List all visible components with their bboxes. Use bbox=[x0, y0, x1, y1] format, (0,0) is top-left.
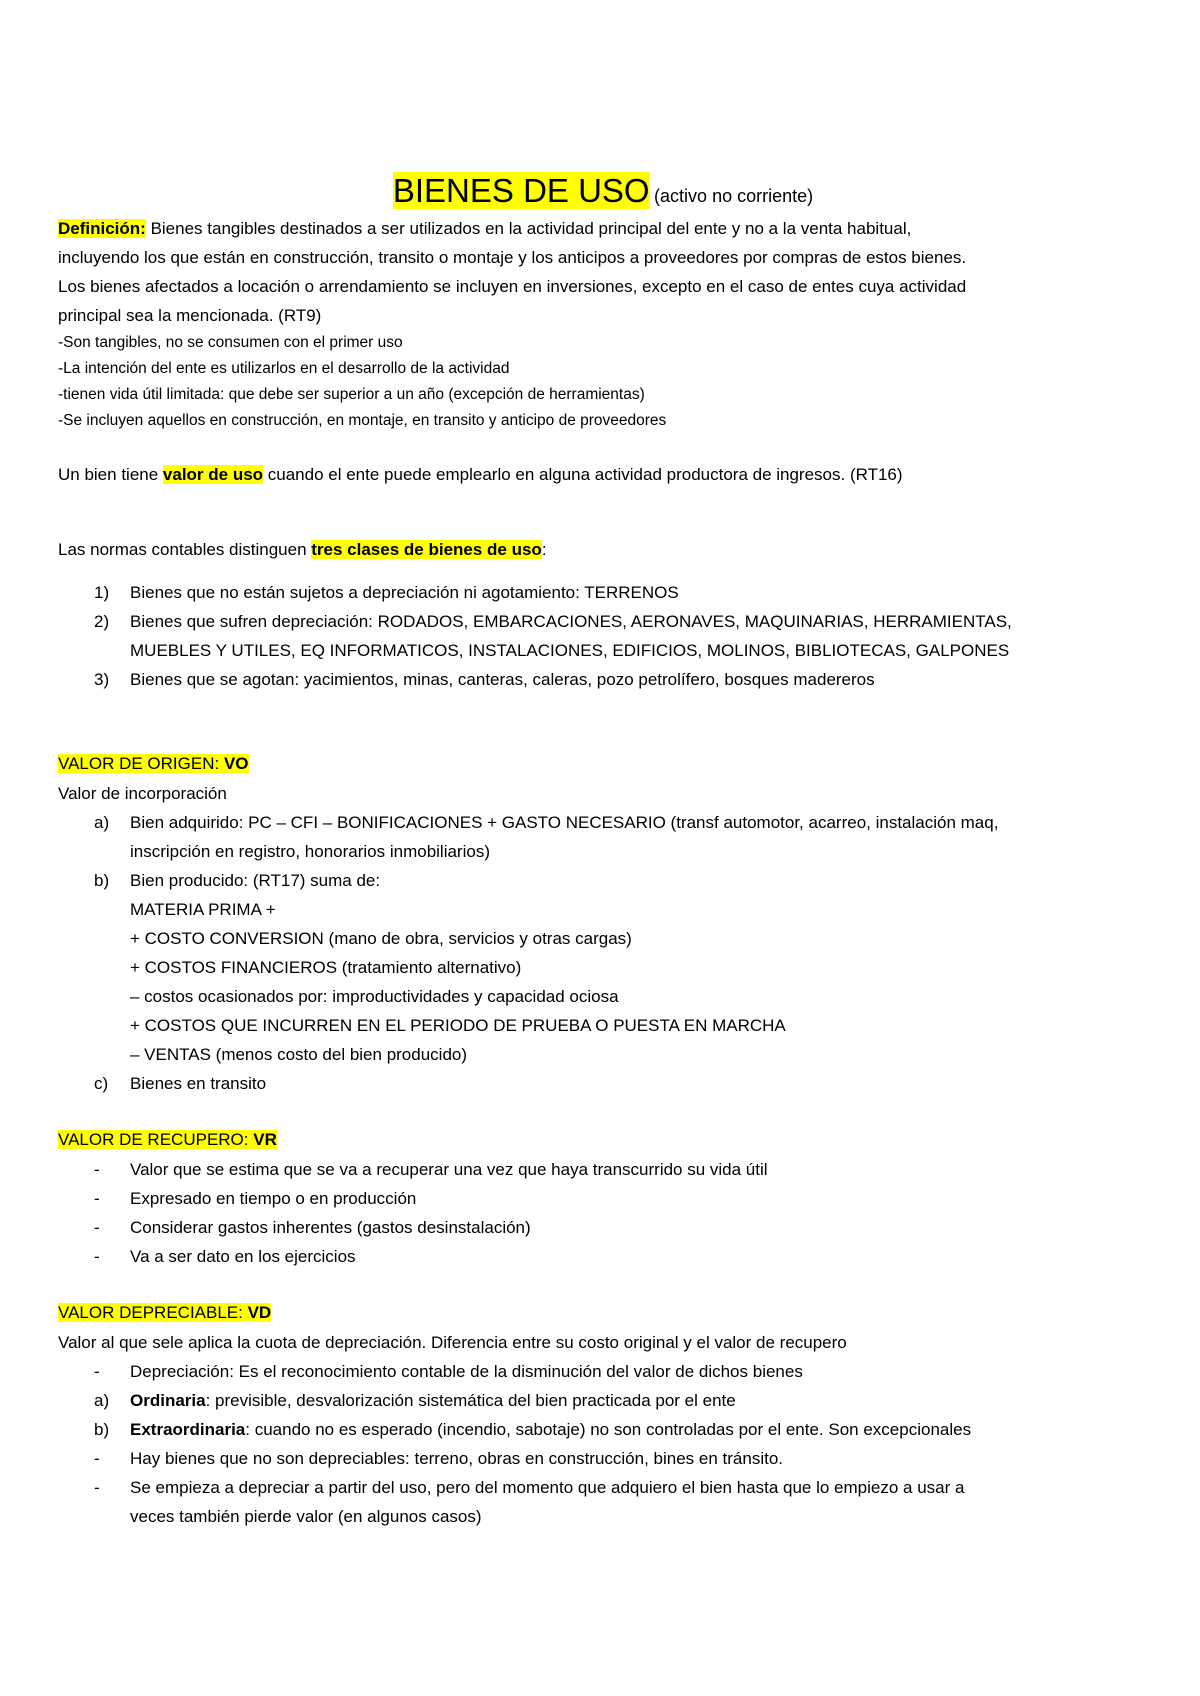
list-item-continuation: + COSTOS FINANCIEROS (tratamiento alternativo) bbox=[130, 958, 522, 977]
clases-list bbox=[58, 578, 1148, 694]
clases-paragraph bbox=[58, 535, 1148, 564]
valor-uso-pre: Un bien tiene bbox=[58, 465, 163, 484]
valor-depreciable-subtitle: Valor al que sele aplica la cuota de depreciación. Diferencia entre su costo original y el valor de recupero bbox=[58, 1333, 847, 1352]
list-item-continuation: inscripción en registro, honorarios inmobiliarios) bbox=[130, 842, 490, 861]
list-item-continuation: – costos ocasionados por: improductividades y capacidad ociosa bbox=[130, 987, 619, 1006]
valor-origen-subtitle: Valor de incorporación bbox=[58, 784, 227, 803]
definition-line-1 bbox=[58, 214, 1148, 243]
definition-line-3: Los bienes afectados a locación o arrendamiento se incluyen en inversiones, excepto en el caso de entes cuya actividad bbox=[58, 277, 967, 296]
definition-bullet: -Son tangibles, no se consumen con el primer uso bbox=[58, 334, 403, 351]
list-item: - Hay bienes que no son depreciables: terreno, obras en construcción, bines en tránsito. bbox=[94, 1449, 784, 1468]
list-item-continuation: MUEBLES Y UTILES, EQ INFORMATICOS, INSTALACIONES, EDIFICIOS, MOLINOS, BIBLIOTECAS, GALPONES bbox=[130, 641, 1010, 660]
definition-bullet: -tienen vida útil limitada: que debe ser superior a un año (excepción de herramientas) bbox=[58, 386, 645, 403]
list-item-continuation: – VENTAS (menos costo del bien producido) bbox=[130, 1045, 468, 1064]
list-item: - Va a ser dato en los ejercicios bbox=[94, 1247, 356, 1266]
list-item-continuation: + COSTO CONVERSION (mano de obra, servicios y otras cargas) bbox=[130, 929, 632, 948]
list-item-continuation: + COSTOS QUE INCURREN EN EL PERIODO DE PRUEBA O PUESTA EN MARCHA bbox=[130, 1016, 786, 1035]
list-item: - Expresado en tiempo o en producción bbox=[94, 1189, 417, 1208]
title-block bbox=[58, 170, 1148, 212]
list-item: 2) Bienes que sufren depreciación: RODADOS, EMBARCACIONES, AERONAVES, MAQUINARIAS, HERRAMIENTAS, bbox=[94, 612, 1012, 631]
valor-recupero-heading: VALOR DE RECUPERO: VR bbox=[58, 1130, 277, 1149]
clases-post: : bbox=[541, 540, 547, 559]
definition-bullet: -Se incluyen aquellos en construcción, en montaje, en transito y anticipo de proveedores bbox=[58, 412, 667, 429]
list-item-continuation: MATERIA PRIMA + bbox=[130, 900, 276, 919]
clases-highlight: tres clases de bienes de uso bbox=[311, 540, 542, 559]
definition-text-1: Bienes tangibles destinados a ser utilizados en la actividad principal del ente y no a la venta habitual, bbox=[145, 219, 912, 238]
definition-line-4: principal sea la mencionada. (RT9) bbox=[58, 306, 322, 325]
page-title: BIENES DE USO bbox=[392, 172, 650, 209]
valor-origen-heading: VALOR DE ORIGEN: VO bbox=[58, 754, 249, 773]
document-page bbox=[58, 170, 1148, 1531]
list-item: c) Bienes en transito bbox=[94, 1074, 267, 1093]
list-item: b) Extraordinaria: cuando no es esperado (incendio, sabotaje) no son controladas por el ente. Son excepcionales bbox=[94, 1420, 972, 1439]
definition-line-2: incluyendo los que están en construcción, transito o montaje y los anticipos a proveedores por compras de estos bienes. bbox=[58, 248, 967, 267]
list-item: 1) Bienes que no están sujetos a depreciación ni agotamiento: TERRENOS bbox=[94, 583, 679, 602]
list-item: - Se empieza a depreciar a partir del uso, pero del momento que adquiero el bien hasta que lo empiezo a usar a bbox=[94, 1478, 965, 1497]
list-item: a) Bien adquirido: PC – CFI – BONIFICACIONES + GASTO NECESARIO (transf automotor, acarreo, instalación maq, bbox=[94, 813, 999, 832]
definition-bullet: -La intención del ente es utilizarlos en el desarrollo de la actividad bbox=[58, 360, 510, 377]
list-item: a) Ordinaria: previsible, desvalorización sistemática del bien practicada por el ente bbox=[94, 1391, 736, 1410]
clases-pre: Las normas contables distinguen bbox=[58, 540, 312, 559]
valor-uso-post: cuando el ente puede emplearlo en alguna actividad productora de ingresos. (RT16) bbox=[263, 465, 903, 484]
valor-depreciable-heading: VALOR DEPRECIABLE: VD bbox=[58, 1303, 272, 1322]
list-item: - Depreciación: Es el reconocimiento contable de la disminución del valor de dichos bienes bbox=[94, 1362, 803, 1381]
list-item: - Considerar gastos inherentes (gastos desinstalación) bbox=[94, 1218, 531, 1237]
list-item-continuation: veces también pierde valor (en algunos casos) bbox=[130, 1507, 482, 1526]
list-item: 3) Bienes que se agotan: yacimientos, minas, canteras, caleras, pozo petrolífero, bosques madereros bbox=[94, 670, 875, 689]
list-item: - Valor que se estima que se va a recuperar una vez que haya transcurrido su vida útil bbox=[94, 1160, 768, 1179]
valor-uso-paragraph bbox=[58, 460, 1148, 489]
definition-label: Definición: bbox=[58, 219, 146, 238]
page-subtitle: (activo no corriente) bbox=[654, 186, 814, 206]
valor-uso-highlight: valor de uso bbox=[162, 465, 264, 484]
list-item: b) Bien producido: (RT17) suma de: bbox=[94, 871, 381, 890]
